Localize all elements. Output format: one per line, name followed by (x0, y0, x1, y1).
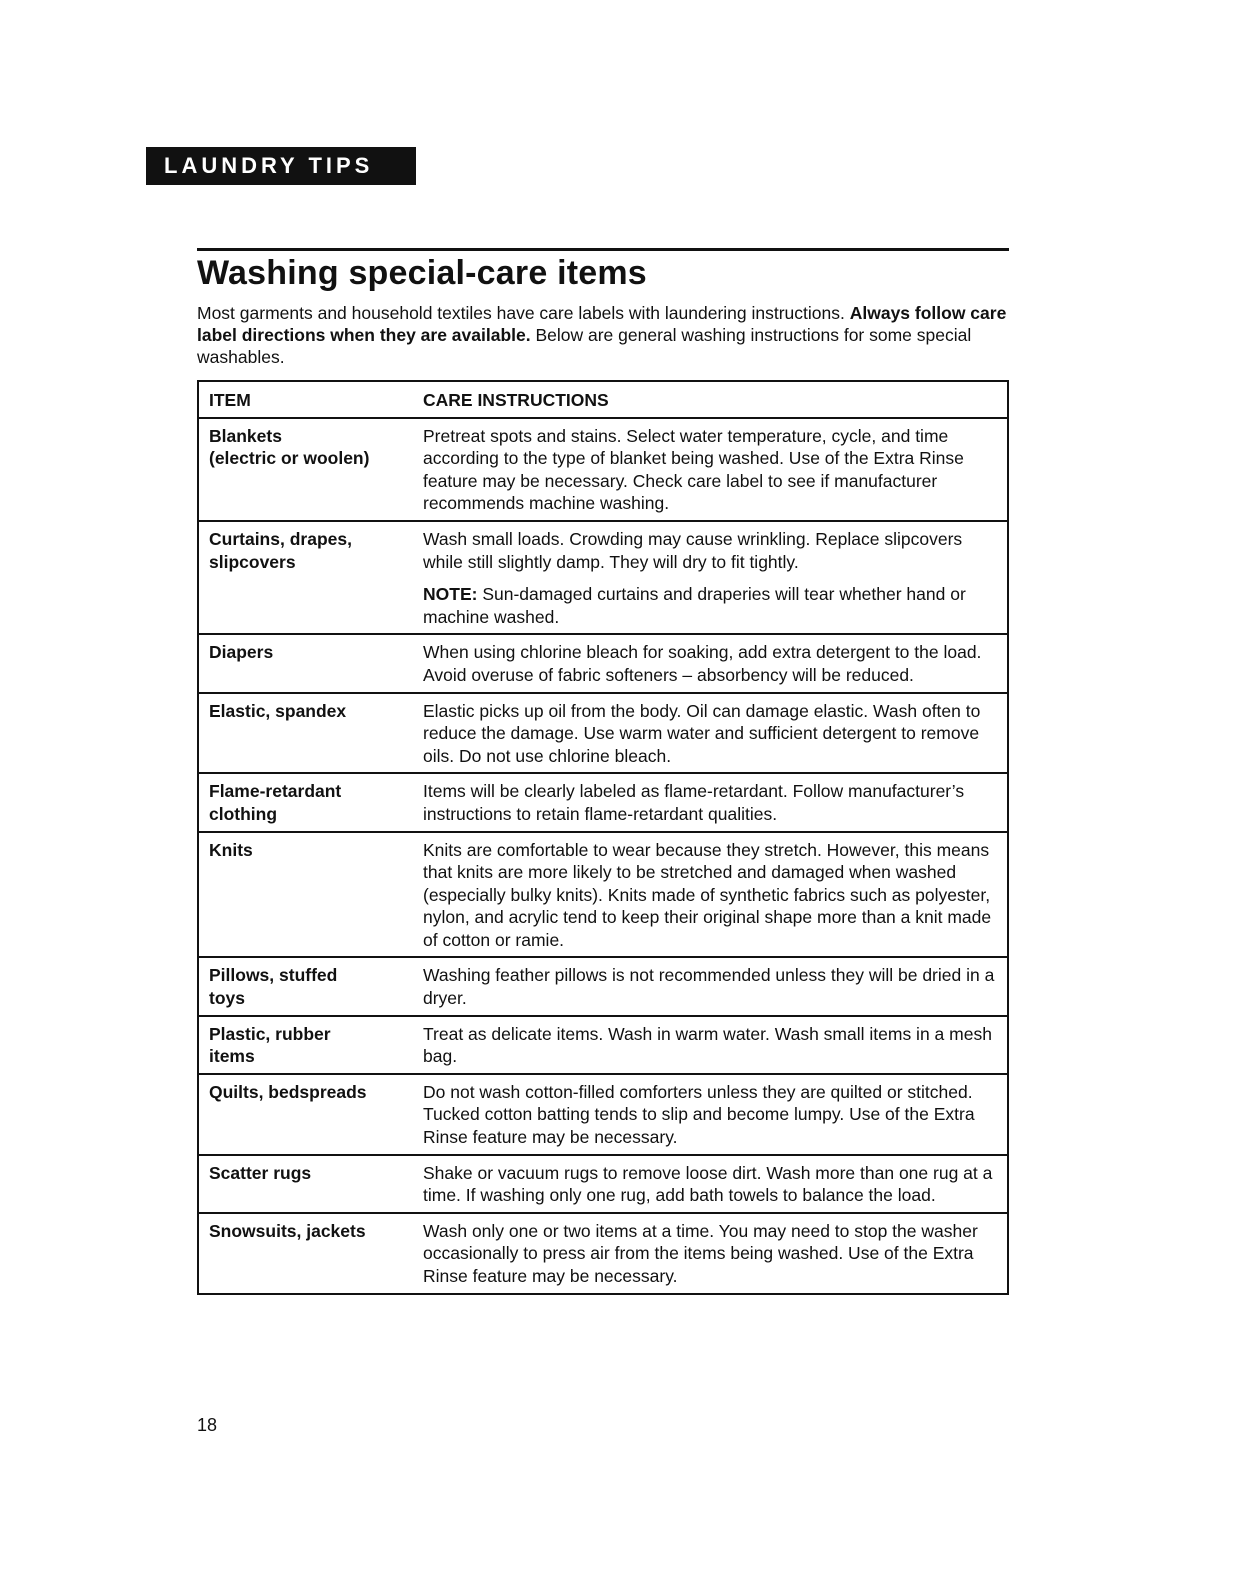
item-cell (198, 693, 413, 774)
header-item: ITEM (198, 381, 413, 418)
item-cell (198, 1016, 413, 1074)
intro-paragraph (197, 302, 1007, 368)
item-name: slipcovers (209, 551, 296, 572)
care-cell (413, 1155, 1008, 1213)
table-row (198, 773, 1008, 831)
item-name: Plastic, rubber (209, 1023, 331, 1044)
section-tab-label: LAUNDRY TIPS (164, 153, 374, 178)
header-care-instructions: CARE INSTRUCTIONS (413, 381, 1008, 418)
care-text: Shake or vacuum rugs to remove loose dirt. Wash more than one rug at a time. If washing only one rug, add bath towels to balance the load. (423, 1162, 993, 1206)
item-name: (electric or woolen) (209, 448, 370, 469)
intro-text: Most garments and household textiles have care labels with laundering instructions. (197, 303, 850, 323)
item-name: Snowsuits, jackets (209, 1220, 366, 1241)
item-name: Blankets (209, 425, 282, 446)
note-label: NOTE: (423, 584, 478, 605)
item-cell (198, 957, 413, 1015)
item-cell (198, 634, 413, 692)
item-name: Scatter rugs (209, 1162, 312, 1183)
item-cell (198, 1074, 413, 1155)
item-name: toys (209, 988, 245, 1009)
item-cell (198, 773, 413, 831)
care-text: Wash only one or two items at a time. You may need to stop the washer occasionally to press air from the items being washed. Use of the Extra Rinse feature may be necessary. (423, 1220, 978, 1286)
care-cell (413, 773, 1008, 831)
item-name: Diapers (209, 642, 274, 663)
care-cell (413, 634, 1008, 692)
care-text: Washing feather pillows is not recommended unless they will be dried in a dryer. (423, 965, 995, 1009)
item-name: Flame-retardant (209, 781, 342, 802)
care-text: Treat as delicate items. Wash in warm water. Wash small items in a mesh bag. (423, 1023, 992, 1067)
care-text: Do not wash cotton-filled comforters unless they are quilted or stitched. Tucked cotton batting tends to slip and become lumpy. Use of the Extra Rinse feature may be necessary. (423, 1081, 975, 1148)
care-cell (413, 1074, 1008, 1155)
item-cell (198, 1213, 413, 1294)
item-name: clothing (209, 803, 278, 824)
care-text: Elastic picks up oil from the body. Oil can damage elastic. Wash often to reduce the damage. Use warm water and sufficient detergent to remove oils. Do not use chlorine bleach. (423, 700, 981, 766)
title-rule (197, 248, 1009, 251)
table-row (198, 634, 1008, 692)
care-cell (413, 693, 1008, 774)
table-row (198, 1155, 1008, 1213)
care-cell (413, 1213, 1008, 1294)
care-cell (413, 832, 1008, 958)
item-cell (198, 521, 413, 634)
item-name: Knits (209, 839, 253, 860)
care-text: Knits are comfortable to wear because they stretch. However, this means that knits are more likely to be stretched and damaged when washed (especially bulky knits). Knits made of synthetic fabrics such as polyester, nylon, and acrylic tend to keep their original shape more than a knit made of cotton or ramie. (423, 839, 992, 950)
table-row (198, 1016, 1008, 1074)
table-row (198, 957, 1008, 1015)
item-name: Elastic, spandex (209, 700, 347, 721)
table-row (198, 832, 1008, 958)
item-cell (198, 418, 413, 521)
intro-text-end: Below are general washing instructions for some special washables. (197, 325, 972, 367)
table-row (198, 1213, 1008, 1294)
intro-emphasis: Always follow care label directions when they are available. (197, 303, 1007, 345)
item-cell (198, 832, 413, 958)
care-table (197, 380, 1009, 1295)
care-text: When using chlorine bleach for soaking, add extra detergent to the load. Avoid overuse of fabric softeners – absorbency will be reduced. (423, 642, 982, 685)
page-number: 18 (197, 1415, 218, 1435)
item-name: Quilts, bedspreads (209, 1081, 367, 1102)
care-text: Wash small loads. Crowding may cause wrinkling. Replace slipcovers while still slightly damp. They will dry to fit tightly. (423, 528, 963, 572)
item-name: Curtains, drapes, (209, 528, 352, 549)
care-cell (413, 957, 1008, 1015)
care-text: Pretreat spots and stains. Select water temperature, cycle, and time according to the type of blanket being washed. Use of the Extra Rinse feature may be necessary. Check care label to see if manufacturer recommends machine washing. (423, 425, 964, 514)
note-text: Sun-damaged curtains and draperies will tear whether hand or machine washed. (423, 584, 966, 627)
item-name: Pillows, stuffed (209, 965, 338, 986)
table-row (198, 1074, 1008, 1155)
page-title: Washing special-care items (197, 254, 647, 292)
item-cell (198, 1155, 413, 1213)
table-body (198, 418, 1008, 1294)
care-text: Items will be clearly labeled as flame-retardant. Follow manufacturer’s instructions to retain flame-retardant qualities. (423, 781, 965, 824)
table-row (198, 693, 1008, 774)
care-cell (413, 1016, 1008, 1074)
table-header-row (198, 381, 1008, 418)
care-cell (413, 418, 1008, 521)
item-name: items (209, 1046, 255, 1067)
care-note (423, 583, 999, 628)
section-tab (146, 147, 416, 185)
table-row (198, 521, 1008, 634)
table-row (198, 418, 1008, 521)
care-cell (413, 521, 1008, 634)
